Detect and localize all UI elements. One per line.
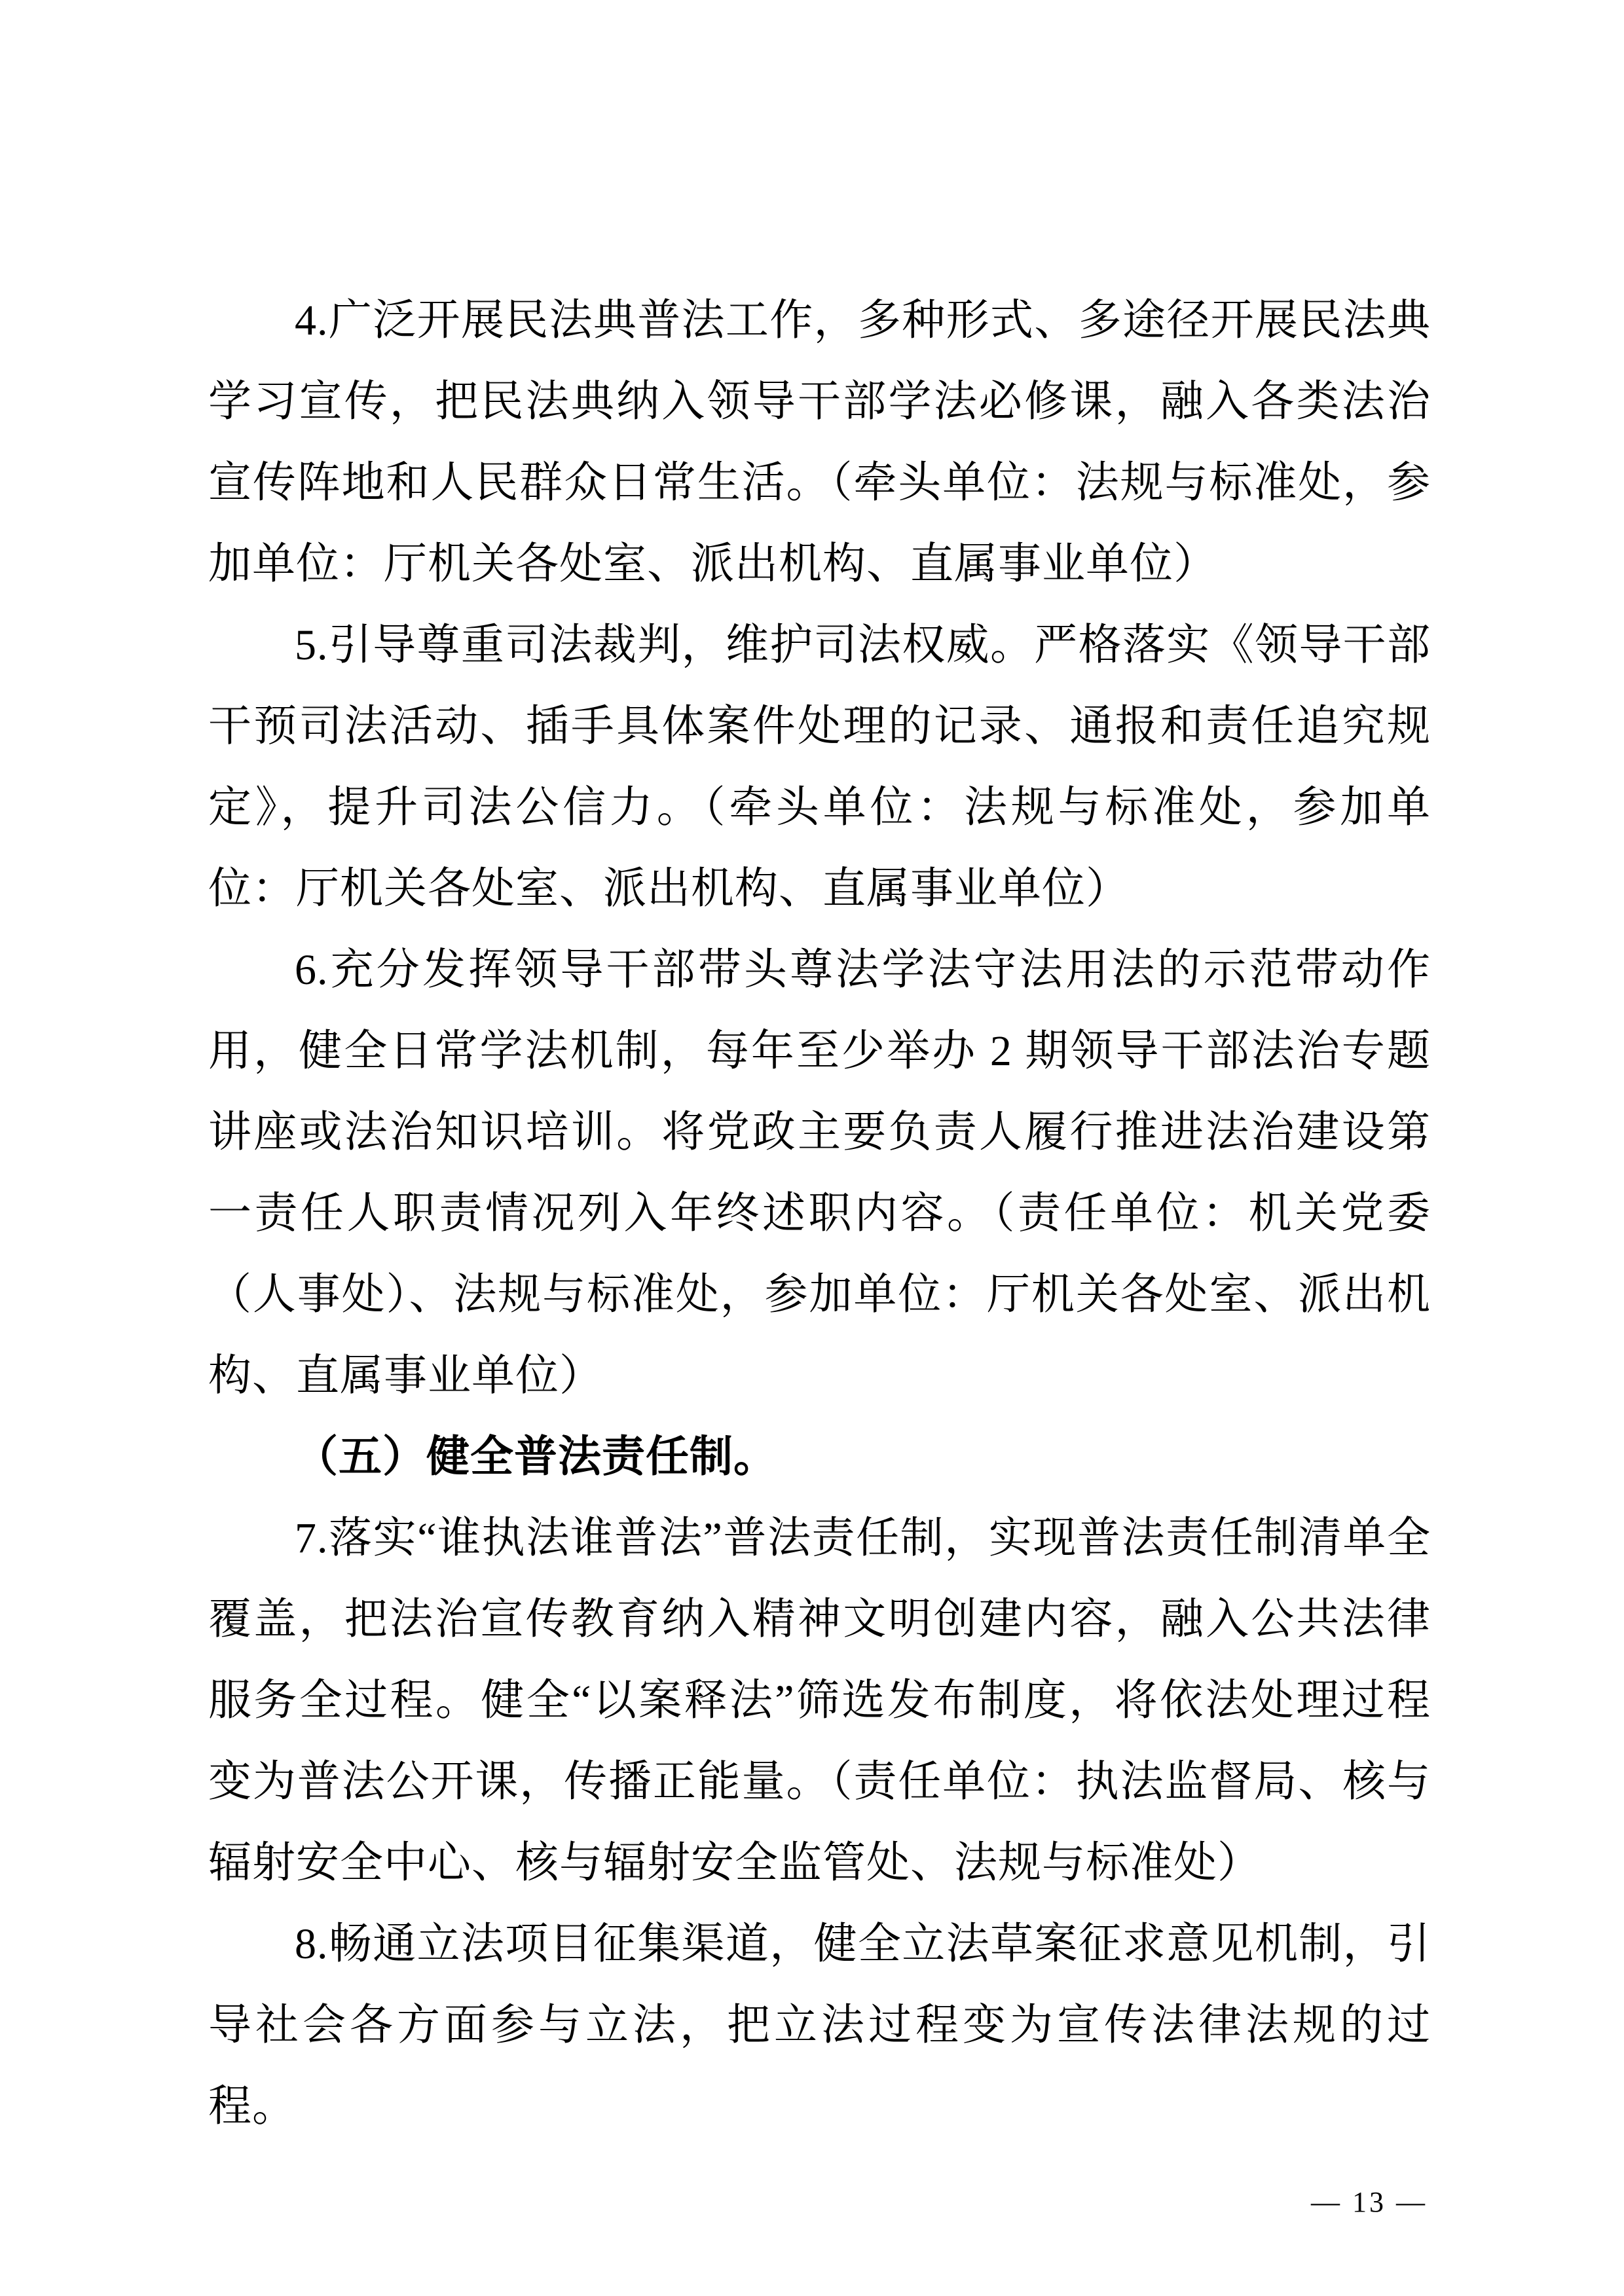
paragraph-item-7: 7.落实“谁执法谁普法”普法责任制，实现普法责任制清单全覆盖，把法治宣传教育纳入精神文明创建内容，融入公共法律服务全过程。健全“以案释法”筛选发布制度，将依法处理过程变为普法公开课，传播正能量。（责任单位：执法监督局、核与辐射安全中心、核与辐射安全监管处、法规与标准处） (208, 1514, 1431, 1887)
page-number: — 13 — (1311, 2186, 1428, 2218)
paragraph-item-8: 8.畅通立法项目征集渠道，健全立法草案征求意见机制，引导社会各方面参与立法，把立法过程变为宣传法律法规的过程。 (208, 1920, 1431, 2130)
paragraph-item-5: 5.引导尊重司法裁判，维护司法权威。严格落实《领导干部干预司法活动、插手具体案件处理的记录、通报和责任追究规定》，提升司法公信力。（牵头单位：法规与标准处，参加单位：厅机关各处室、派出机构、直属事业单位） (208, 621, 1431, 913)
paragraph-item-4: 4.广泛开展民法典普法工作，多种形式、多途径开展民法典学习宣传，把民法典纳入领导干部学法必修课，融入各类法治宣传阵地和人民群众日常生活。（牵头单位：法规与标准处，参加单位：厅机关各处室、派出机构、直属事业单位） (208, 297, 1431, 588)
document-body (208, 280, 1431, 2147)
section-heading-5: （五）健全普法责任制。 (295, 1433, 777, 1481)
paragraph-item-6: 6.充分发挥领导干部带头尊法学法守法用法的示范带动作用，健全日常学法机制，每年至少举办 2 期领导干部法治专题讲座或法治知识培训。将党政主要负责人履行推进法治建设第一责任人职责情况列入年终述职内容。（责任单位：机关党委（人事处）、法规与标准处，参加单位：厅机关各处室、派出机构、直属事业单位） (208, 946, 1431, 1400)
